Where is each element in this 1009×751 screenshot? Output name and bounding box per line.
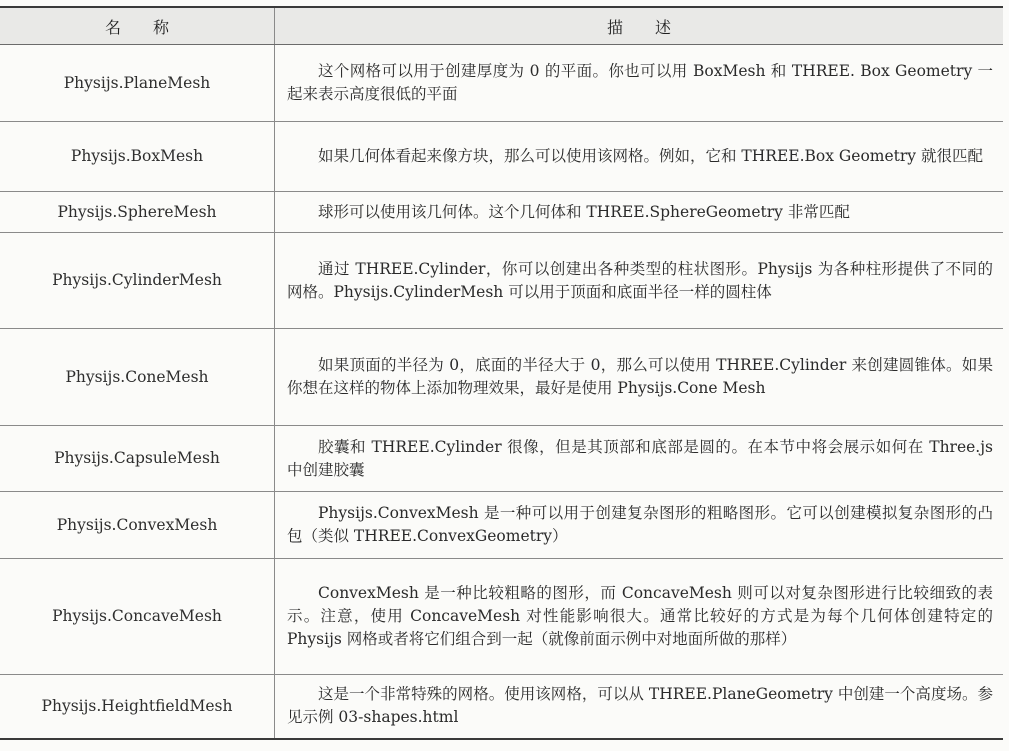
mesh-name: Physijs.ConvexMesh [0,492,275,559]
header-name-label: 名 称 [104,17,169,37]
header-desc-label: 描 述 [606,17,671,37]
mesh-description: 这个网格可以用于创建厚度为 0 的平面。你也可以用 BoxMesh 和 THREE. Box Geometry 一起来表示高度很低的平面 [275,45,1004,122]
mesh-description: ConvexMesh 是一种比较粗略的图形，而 ConcaveMesh 则可以对复杂图形进行比较细致的表示。注意，使用 ConcaveMesh 对性能影响很大。通常比较好的方式是为每个几何体创建特定的 Physijs 网格或者将它们组合到一起（就像前面示例中对地面所做的那样） [275,559,1004,675]
mesh-name: Physijs.PlaneMesh [0,45,275,122]
mesh-name: Physijs.CapsuleMesh [0,426,275,492]
table-body [0,45,1003,739]
mesh-name: Physijs.BoxMesh [0,122,275,192]
table-row [0,329,1003,426]
header-description [275,7,1004,45]
table-row [0,45,1003,122]
mesh-description: 如果几何体看起来像方块，那么可以使用该网格。例如，它和 THREE.Box Geometry 就很匹配 [275,122,1004,192]
mesh-description: 如果顶面的半径为 0，底面的半径大于 0，那么可以使用 THREE.Cylinder 来创建圆锥体。如果你想在这样的物体上添加物理效果，最好是使用 Physijs.Cone Mesh [275,329,1004,426]
header-name [0,7,275,45]
mesh-description: 胶囊和 THREE.Cylinder 很像，但是其顶部和底部是圆的。在本节中将会展示如何在 Three.js 中创建胶囊 [275,426,1004,492]
table-row [0,675,1003,739]
table-header [0,7,1003,45]
mesh-description: 通过 THREE.Cylinder，你可以创建出各种类型的柱状图形。Physijs 为各种柱形提供了不同的网格。Physijs.CylinderMesh 可以用于顶面和底面半径一样的圆柱体 [275,233,1004,329]
table-row [0,192,1003,233]
header-row [0,7,1003,45]
table-row [0,426,1003,492]
mesh-name: Physijs.ConeMesh [0,329,275,426]
table-row [0,233,1003,329]
mesh-name: Physijs.ConcaveMesh [0,559,275,675]
mesh-name: Physijs.HeightfieldMesh [0,675,275,739]
mesh-description: 球形可以使用该几何体。这个几何体和 THREE.SphereGeometry 非常匹配 [275,192,1004,233]
mesh-name: Physijs.CylinderMesh [0,233,275,329]
physijs-mesh-table [0,6,1003,740]
table-row [0,492,1003,559]
table-row [0,122,1003,192]
mesh-description: Physijs.ConvexMesh 是一种可以用于创建复杂图形的粗略图形。它可以创建模拟复杂图形的凸包（类似 THREE.ConvexGeometry） [275,492,1004,559]
mesh-description: 这是一个非常特殊的网格。使用该网格，可以从 THREE.PlaneGeometry 中创建一个高度场。参见示例 03-shapes.html [275,675,1004,739]
table-row [0,559,1003,675]
mesh-name: Physijs.SphereMesh [0,192,275,233]
